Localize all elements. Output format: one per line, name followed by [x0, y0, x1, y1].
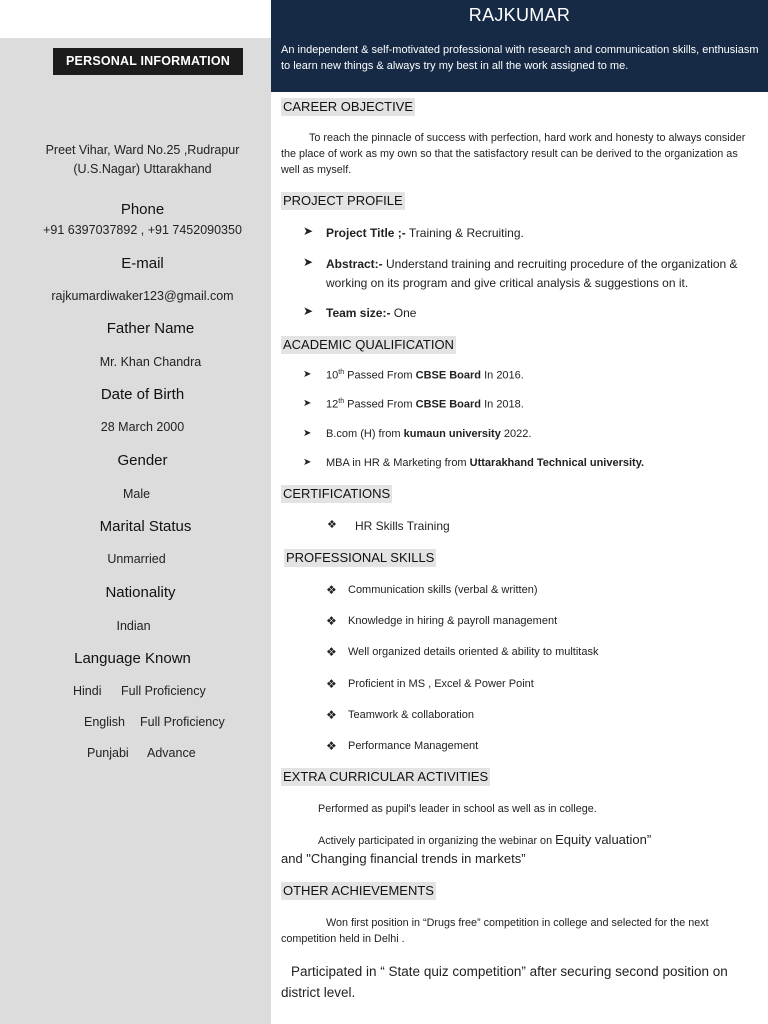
nationality-value: Indian [116, 619, 151, 633]
academic-board: CBSE Board [415, 369, 482, 382]
arrow-bullet-icon: ➤ [303, 224, 314, 238]
extra-curricular-title: EXTRA CURRICULAR ACTIVITIES [283, 769, 489, 784]
career-objective-title: CAREER OBJECTIVE [283, 99, 414, 114]
academic-board: CBSE Board [415, 398, 482, 411]
language-level: Full Proficiency [140, 715, 225, 729]
father-name-label: Father Name [106, 320, 195, 337]
email-value: rajkumardiwaker123@gmail.com [51, 289, 234, 303]
extra-line-2-text: Actively participated in organizing the webinar on [318, 835, 556, 847]
academic-qualification-title: ACADEMIC QUALIFICATION [283, 337, 454, 352]
arrow-bullet-icon: ➤ [303, 457, 312, 468]
skill-text: Communication skills (verbal & written) [348, 584, 538, 596]
resume-header [271, 0, 768, 92]
achievement-line-1: Won first position in “Drugs free” competition in college and selected for the next competition held in Delhi . [281, 917, 709, 945]
other-achievements-title: OTHER ACHIEVEMENTS [283, 883, 434, 898]
extra-line-3: and "Changing financial trends in markets” [281, 851, 526, 866]
academic-text: 2022. [500, 428, 532, 440]
career-objective-text: To reach the pinnacle of success with perfection, hard work and honesty to always consider the place of work as my own so that the satisfactory result can be derived to the organization as well as myself. [281, 132, 746, 176]
arrow-bullet-icon: ➤ [303, 428, 312, 439]
academic-board: kumaun university [403, 428, 501, 440]
profile-summary: An independent & self-motivated professional with research and communication skills, enthusiasm to learn new things & always try my best in all the work assigned to me. [281, 44, 759, 72]
diamond-bullet-icon: ❖ [326, 614, 337, 628]
extra-line-1: Performed as pupil's leader in school as well as in college. [318, 803, 597, 815]
extra-line-2-emphasis: Equity valuation” [555, 832, 652, 847]
academic-sup: th [338, 369, 345, 376]
language-name: Punjabi [87, 746, 129, 760]
candidate-name: RAJKUMAR [468, 5, 571, 25]
diamond-bullet-icon: ❖ [326, 708, 337, 722]
marital-status-value: Unmarried [107, 552, 166, 566]
academic-board: Uttarakhand Technical university. [469, 457, 645, 469]
skill-text: Well organized details oriented & ability to multitask [348, 646, 599, 658]
diamond-bullet-icon: ❖ [326, 739, 337, 753]
diamond-bullet-icon: ❖ [326, 645, 337, 659]
language-name: Hindi [73, 684, 102, 698]
academic-text: MBA in HR & Marketing from [326, 457, 470, 469]
arrow-bullet-icon: ➤ [303, 369, 312, 380]
dob-label: Date of Birth [100, 386, 185, 403]
project-item-label: Team size:- [326, 306, 391, 320]
academic-text: 12 [326, 398, 339, 411]
academic-sup: th [338, 398, 345, 405]
address-line-1: Preet Vihar, Ward No.25 ,Rudrapur [45, 143, 240, 157]
gender-value: Male [122, 487, 151, 501]
diamond-bullet-icon: ❖ [327, 519, 337, 531]
address-line-2: (U.S.Nagar) Uttarakhand [73, 162, 212, 176]
personal-info-heading: PERSONAL INFORMATION [53, 48, 243, 75]
professional-skills-title: PROFESSIONAL SKILLS [286, 550, 435, 565]
extra-line-2 [318, 832, 758, 849]
language-level: Advance [147, 746, 196, 760]
achievement-line-2: Participated in “ State quiz competition” after securing second position on district level. [281, 964, 728, 1000]
academic-text: In 2018. [481, 398, 524, 411]
project-item-text: Understand training and recruiting procedure of the organization & working on its program and give critical analysis & suggestions on it. [326, 257, 738, 290]
gender-label: Gender [117, 452, 168, 469]
diamond-bullet-icon: ❖ [326, 583, 337, 597]
skill-text: Proficient in MS , Excel & Power Point [348, 678, 534, 690]
diamond-bullet-icon: ❖ [326, 677, 337, 691]
language-known-label: Language Known [74, 650, 191, 667]
father-name-value: Mr. Khan Chandra [99, 355, 202, 369]
skill-text: Teamwork & collaboration [348, 709, 474, 721]
academic-text: Passed From [344, 369, 416, 382]
language-name: English [84, 715, 125, 729]
academic-text: B.com (H) from [326, 428, 404, 440]
academic-text: In 2016. [481, 369, 524, 382]
arrow-bullet-icon: ➤ [303, 255, 314, 269]
project-item-text: Training & Recruiting. [405, 226, 524, 240]
phone-value: +91 6397037892 , +91 7452090350 [43, 223, 242, 237]
arrow-bullet-icon: ➤ [303, 398, 312, 409]
phone-label: Phone [120, 201, 165, 218]
skill-text: Performance Management [348, 740, 479, 752]
project-profile-title: PROJECT PROFILE [283, 193, 403, 208]
marital-status-label: Marital Status [99, 518, 192, 535]
nationality-label: Nationality [105, 584, 176, 601]
project-item-text: One [390, 306, 417, 320]
certifications-title: CERTIFICATIONS [283, 486, 391, 501]
academic-text: Passed From [344, 398, 416, 411]
project-item-label: Project Title ;- [326, 226, 406, 240]
project-item-label: Abstract:- [326, 257, 383, 271]
skill-text: Knowledge in hiring & payroll management [348, 615, 558, 627]
dob-value: 28 March 2000 [100, 420, 185, 434]
academic-text: 10 [326, 369, 339, 382]
email-label: E-mail [121, 255, 164, 272]
arrow-bullet-icon: ➤ [303, 304, 314, 318]
language-level: Full Proficiency [121, 684, 206, 698]
certification-text: HR Skills Training [355, 519, 450, 533]
